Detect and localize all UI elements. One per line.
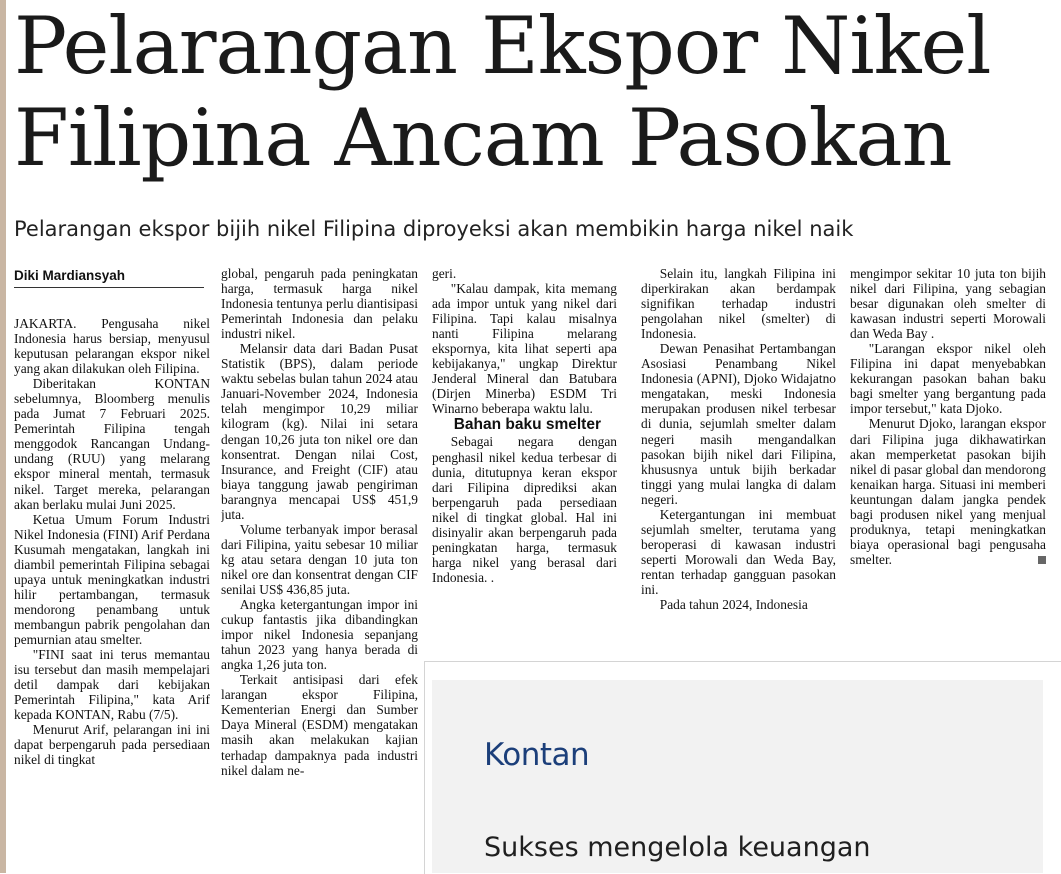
section-heading: Bahan baku smelter <box>453 416 601 434</box>
paragraph: Pada tahun 2024, Indonesia <box>659 597 808 613</box>
headline <box>14 0 1054 184</box>
paragraph: mengimpor sekitar 10 juta ton bijih nikel dari Filipina, yang sebagian besar digunakan oleh smelter di kawasan industri seperti Morowali dan Weda Bay . <box>850 266 1046 342</box>
author-byline: Diki Mardiansyah <box>14 268 204 288</box>
headline-line-2: Filipina Ancam Pasokan <box>14 92 952 184</box>
headline-line-1: Pelarangan Ekspor Nikel <box>14 0 991 92</box>
article-column-4 <box>641 266 836 651</box>
paragraph: Dewan Penasihat Pertambangan Asosiasi Penambang Nikel Indonesia (APNI), Djoko Widajatno mengatakan, meski Indonesia merupakan produsen nikel terbesar di dunia, sejumlah smelter dalam negeri masih mengandalkan pasokan bijih nikel dari Filipina, khususnya untuk bijih berkadar tinggi yang mulai langka di dalam negeri. <box>641 341 836 507</box>
paragraph: "FINI saat ini terus memantau isu tersebut dan masih mempelajari detil dampak dari kebijakan Pemerintah Filipina," kata Arif kepada KONTAN, Rabu (7/5). <box>14 647 210 723</box>
paragraph: Sebagai negara dengan penghasil nikel kedua terbesar di dunia, ditutupnya keran ekspor dari Filipina diprediksi akan berpengaruh pada persediaan nikel di tingkat global. Hal ini disinyalir akan berpengaruh pada peningkatan harga, termasuk harga nikel yang berasal dari Indonesia. . <box>432 434 617 585</box>
paragraph-text: Menurut Djoko, larangan ekspor dari Filipina juga dikhawatirkan akan memperketat pasokan bijih nikel di pasar global dan mendorong kenaikan harga. Situasi ini memberi keuntungan dalam jangka pendek bagi produsen nikel yang menjual produknya, tetapi meningkatkan biaya operasional bagi pengusaha smelter. <box>850 416 1046 567</box>
paragraph: Melansir data dari Badan Pusat Statistik (BPS), dalam periode waktu sebelas bulan tahun 2024 atau Januari-November 2024, Indonesia telah mengimpor 10,29 miliar kilogram (kg). Nilai ini setara dengan 10,26 juta ton nikel ore dan konsentrat. Dengan nilai Cost, Insurance, and Freight (CIF) atau biaya tanggung jawab pengiriman barangnya mencapai US$ 451,9 juta. <box>221 341 418 522</box>
subheadline: Pelarangan ekspor bijih nikel Filipina diproyeksi akan membikin harga nikel naik <box>14 217 854 241</box>
article-column-3 <box>432 266 617 651</box>
end-of-article-icon <box>1038 556 1046 564</box>
paragraph: Ketergantungan ini membuat sejumlah smelter, terutama yang beroperasi di kawasan industri seperti Morowali dan Weda Bay, rentan terhadap gangguan pasokan ini. <box>641 506 836 597</box>
paragraph <box>850 416 1046 566</box>
kontan-logo <box>484 735 589 775</box>
article-column-5 <box>850 266 1046 651</box>
paragraph: global, pengaruh pada peningkatan harga, termasuk harga nikel Indonesia tentunya perlu diantisipasi Pemerintah Indonesia dan pelaku industri nikel. <box>221 266 418 342</box>
ad-tagline: Sukses mengelola keuangan <box>484 832 871 863</box>
paragraph: Selain itu, langkah Filipina ini diperkirakan akan berdampak signifikan terhadap industri pengolahan nikel (smelter) di Indonesia. <box>641 266 836 342</box>
paragraph: "Larangan ekspor nikel oleh Filipina ini dapat menyebabkan kekurangan pasokan bahan baku bagi smelter yang bergantung pada impor tersebut," kata Djoko. <box>850 341 1046 417</box>
paragraph: Ketua Umum Forum Industri Nikel Indonesia (FINI) Arif Perdana Kusumah mengatakan, langkah ini diambil pemerintah Filipina sebagai upaya untuk meningkatkan industri hilir pertambangan, termasuk mendorong penambang untuk membangun pabrik pengolahan dan pemurnian atau smelter. <box>14 511 210 647</box>
paragraph: Terkait antisipasi dari efek larangan ekspor Filipina, Kementerian Energi dan Sumber Daya Mineral (ESDM) mengatakan masih akan melakukan kajian terhadap dampaknya pada industri nikel dalam ne- <box>221 672 418 778</box>
paragraph: Angka ketergantungan impor ini cukup fantastis jika dibandingkan impor nikel Indonesia sepanjang tahun 2023 yang hanya berada di angka 1,26 juta ton. <box>221 597 418 673</box>
article-column-2 <box>221 266 418 872</box>
paragraph: Diberitakan KONTAN sebelumnya, Bloomberg menulis pada Jumat 7 Februari 2025. Pemerintah Filipina tengah menggodok Rancangan Undang-undang (RUU) yang melarang ekspor mineral mentah, termasuk nikel. Target mereka, pelarangan akan berlaku mulai Juni 2025. <box>14 376 210 512</box>
article-column-1 <box>14 316 210 872</box>
logo-text: Kontan <box>484 737 590 773</box>
page-edge <box>0 0 6 873</box>
paragraph: Volume terbanyak impor berasal dari Filipina, yaitu sebesar 10 miliar kg atau setara dengan 10 juta ton nikel ore dan konsentrat dengan CIF senilai US$ 436,85 juta. <box>221 521 418 597</box>
paragraph: geri. <box>432 266 457 281</box>
paragraph: JAKARTA. Pengusaha nikel Indonesia harus bersiap, menyusul keputusan pelarangan ekspor nikel yang akan dilakukan oleh Filipina. <box>14 316 210 377</box>
paragraph: "Kalau dampak, kita memang ada impor untuk yang nikel dari Filipina. Tapi kalau misalnya nanti Filipina melarang ekspornya, kita lihat seperti apa kebijakanya," ungkap Direktur Jenderal Mineral dan Batubara (Dirjen Minerba) ESDM Tri Winarno beberapa waktu lalu. <box>432 281 617 417</box>
paragraph: Menurut Arif, pelarangan ini ini dapat berpengaruh pada persediaan nikel di tingkat <box>14 722 210 768</box>
